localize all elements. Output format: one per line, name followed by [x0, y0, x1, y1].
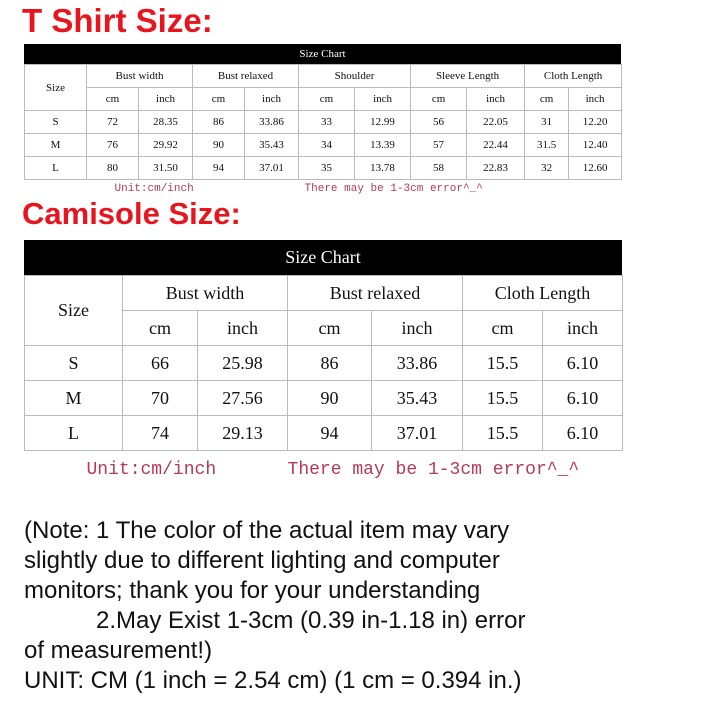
tshirt-cell: 56: [411, 111, 467, 134]
tshirt-cell: 12.99: [355, 111, 411, 134]
camisole-unit-header: cm: [463, 311, 543, 346]
tshirt-group-header: Bust relaxed: [193, 65, 299, 88]
camisole-cell: 94: [288, 416, 372, 451]
tshirt-cell: 86: [193, 111, 245, 134]
tshirt-cell: 80: [87, 157, 139, 180]
camisole-cell: L: [25, 416, 123, 451]
camisole-size-header: Size: [25, 276, 123, 346]
tshirt-unit-header: inch: [569, 88, 622, 111]
tshirt-size-heading: T Shirt Size:: [22, 2, 213, 39]
note-line: (Note: 1 The color of the actual item may vary: [24, 517, 510, 544]
tshirt-cell: 33.86: [245, 111, 299, 134]
camisole-cell: 86: [288, 346, 372, 381]
camisole-cell: 35.43: [372, 381, 463, 416]
tshirt-group-header: Cloth Length: [525, 65, 622, 88]
camisole-cell: 6.10: [543, 381, 623, 416]
camisole-cell: 15.5: [463, 381, 543, 416]
tshirt-unit-header: cm: [299, 88, 355, 111]
tshirt-cell: 22.83: [467, 157, 525, 180]
tshirt-cell: 28.35: [139, 111, 193, 134]
tshirt-cell: 35: [299, 157, 355, 180]
tshirt-cell: 94: [193, 157, 245, 180]
camisole-chart-title: Size Chart: [24, 240, 622, 275]
camisole-cell: 37.01: [372, 416, 463, 451]
note-line: slightly due to different lighting and computer: [24, 547, 500, 574]
camisole-error-note: There may be 1-3cm error^_^: [287, 459, 580, 480]
camisole-unit-header: inch: [198, 311, 288, 346]
tshirt-cell: M: [25, 134, 87, 157]
table-row: [25, 111, 622, 134]
tshirt-cell: 37.01: [245, 157, 299, 180]
camisole-cell: 6.10: [543, 346, 623, 381]
tshirt-cell: S: [25, 111, 87, 134]
camisole-size-heading: Camisole Size:: [22, 196, 241, 231]
tshirt-header-row: [25, 65, 622, 88]
tshirt-cell: 13.39: [355, 134, 411, 157]
tshirt-unit-row: [25, 88, 622, 111]
table-row: [25, 157, 622, 180]
tshirt-cell: 31: [525, 111, 569, 134]
camisole-cell: 66: [123, 346, 198, 381]
tshirt-chart-title: Size Chart: [24, 44, 621, 64]
tshirt-size-table: [24, 64, 622, 198]
tshirt-unit-header: inch: [355, 88, 411, 111]
tshirt-cell: 31.5: [525, 134, 569, 157]
camisole-cell: 29.13: [198, 416, 288, 451]
tshirt-cell: 58: [411, 157, 467, 180]
tshirt-unit-header: cm: [525, 88, 569, 111]
camisole-cell: 15.5: [463, 346, 543, 381]
tshirt-cell: 29.92: [139, 134, 193, 157]
camisole-unit-header: inch: [372, 311, 463, 346]
camisole-cell: M: [25, 381, 123, 416]
note-line: UNIT: CM (1 inch = 2.54 cm) (1 cm = 0.394 in.): [24, 667, 522, 694]
note-line: monitors; thank you for your understanding: [24, 577, 481, 604]
table-row: [25, 346, 623, 381]
camisole-cell: 6.10: [543, 416, 623, 451]
tshirt-group-header: Shoulder: [299, 65, 411, 88]
tshirt-cell: 34: [299, 134, 355, 157]
tshirt-cell: 72: [87, 111, 139, 134]
camisole-size-chart: [24, 240, 622, 488]
table-row: [25, 416, 623, 451]
tshirt-cell: 33: [299, 111, 355, 134]
camisole-unit-header: inch: [543, 311, 623, 346]
camisole-size-table: [24, 275, 623, 488]
note-line: of measurement!): [24, 637, 213, 664]
camisole-cell: S: [25, 346, 123, 381]
tshirt-cell: 31.50: [139, 157, 193, 180]
camisole-cell: 27.56: [198, 381, 288, 416]
tshirt-unit-header: cm: [411, 88, 467, 111]
tshirt-group-header: Bust width: [87, 65, 193, 88]
tshirt-unit-header: cm: [87, 88, 139, 111]
tshirt-size-chart: [24, 44, 621, 198]
camisole-group-header: Bust relaxed: [288, 276, 463, 311]
tshirt-group-header: Sleeve Length: [411, 65, 525, 88]
camisole-group-header: Bust width: [123, 276, 288, 311]
measurement-note: [24, 516, 714, 696]
tshirt-unit-header: inch: [245, 88, 299, 111]
tshirt-cell: 57: [411, 134, 467, 157]
tshirt-cell: 90: [193, 134, 245, 157]
tshirt-cell: 13.78: [355, 157, 411, 180]
tshirt-unit-header: inch: [467, 88, 525, 111]
camisole-unit-header: cm: [123, 311, 198, 346]
table-row: [25, 134, 622, 157]
camisole-group-header: Cloth Length: [463, 276, 623, 311]
camisole-unit-note: Unit:cm/inch: [86, 459, 217, 480]
camisole-unit-header: cm: [288, 311, 372, 346]
tshirt-cell: 22.05: [467, 111, 525, 134]
tshirt-cell: 32: [525, 157, 569, 180]
camisole-cell: 90: [288, 381, 372, 416]
camisole-note-row: [25, 451, 623, 489]
tshirt-cell: 12.60: [569, 157, 622, 180]
tshirt-cell: 76: [87, 134, 139, 157]
tshirt-cell: 12.20: [569, 111, 622, 134]
camisole-cell: 33.86: [372, 346, 463, 381]
tshirt-cell: 12.40: [569, 134, 622, 157]
tshirt-cell: L: [25, 157, 87, 180]
note-line: 2.May Exist 1-3cm (0.39 in-1.18 in) error: [96, 607, 526, 634]
tshirt-unit-header: cm: [193, 88, 245, 111]
tshirt-cell: 22.44: [467, 134, 525, 157]
camisole-header-row: [25, 276, 623, 311]
tshirt-cell: 35.43: [245, 134, 299, 157]
camisole-cell: 70: [123, 381, 198, 416]
tshirt-unit-header: inch: [139, 88, 193, 111]
tshirt-error-note: There may be 1-3cm error^_^: [304, 183, 483, 195]
tshirt-size-header: Size: [25, 65, 87, 111]
camisole-cell: 25.98: [198, 346, 288, 381]
camisole-cell: 74: [123, 416, 198, 451]
tshirt-unit-note: Unit:cm/inch: [114, 183, 194, 195]
camisole-cell: 15.5: [463, 416, 543, 451]
table-row: [25, 381, 623, 416]
